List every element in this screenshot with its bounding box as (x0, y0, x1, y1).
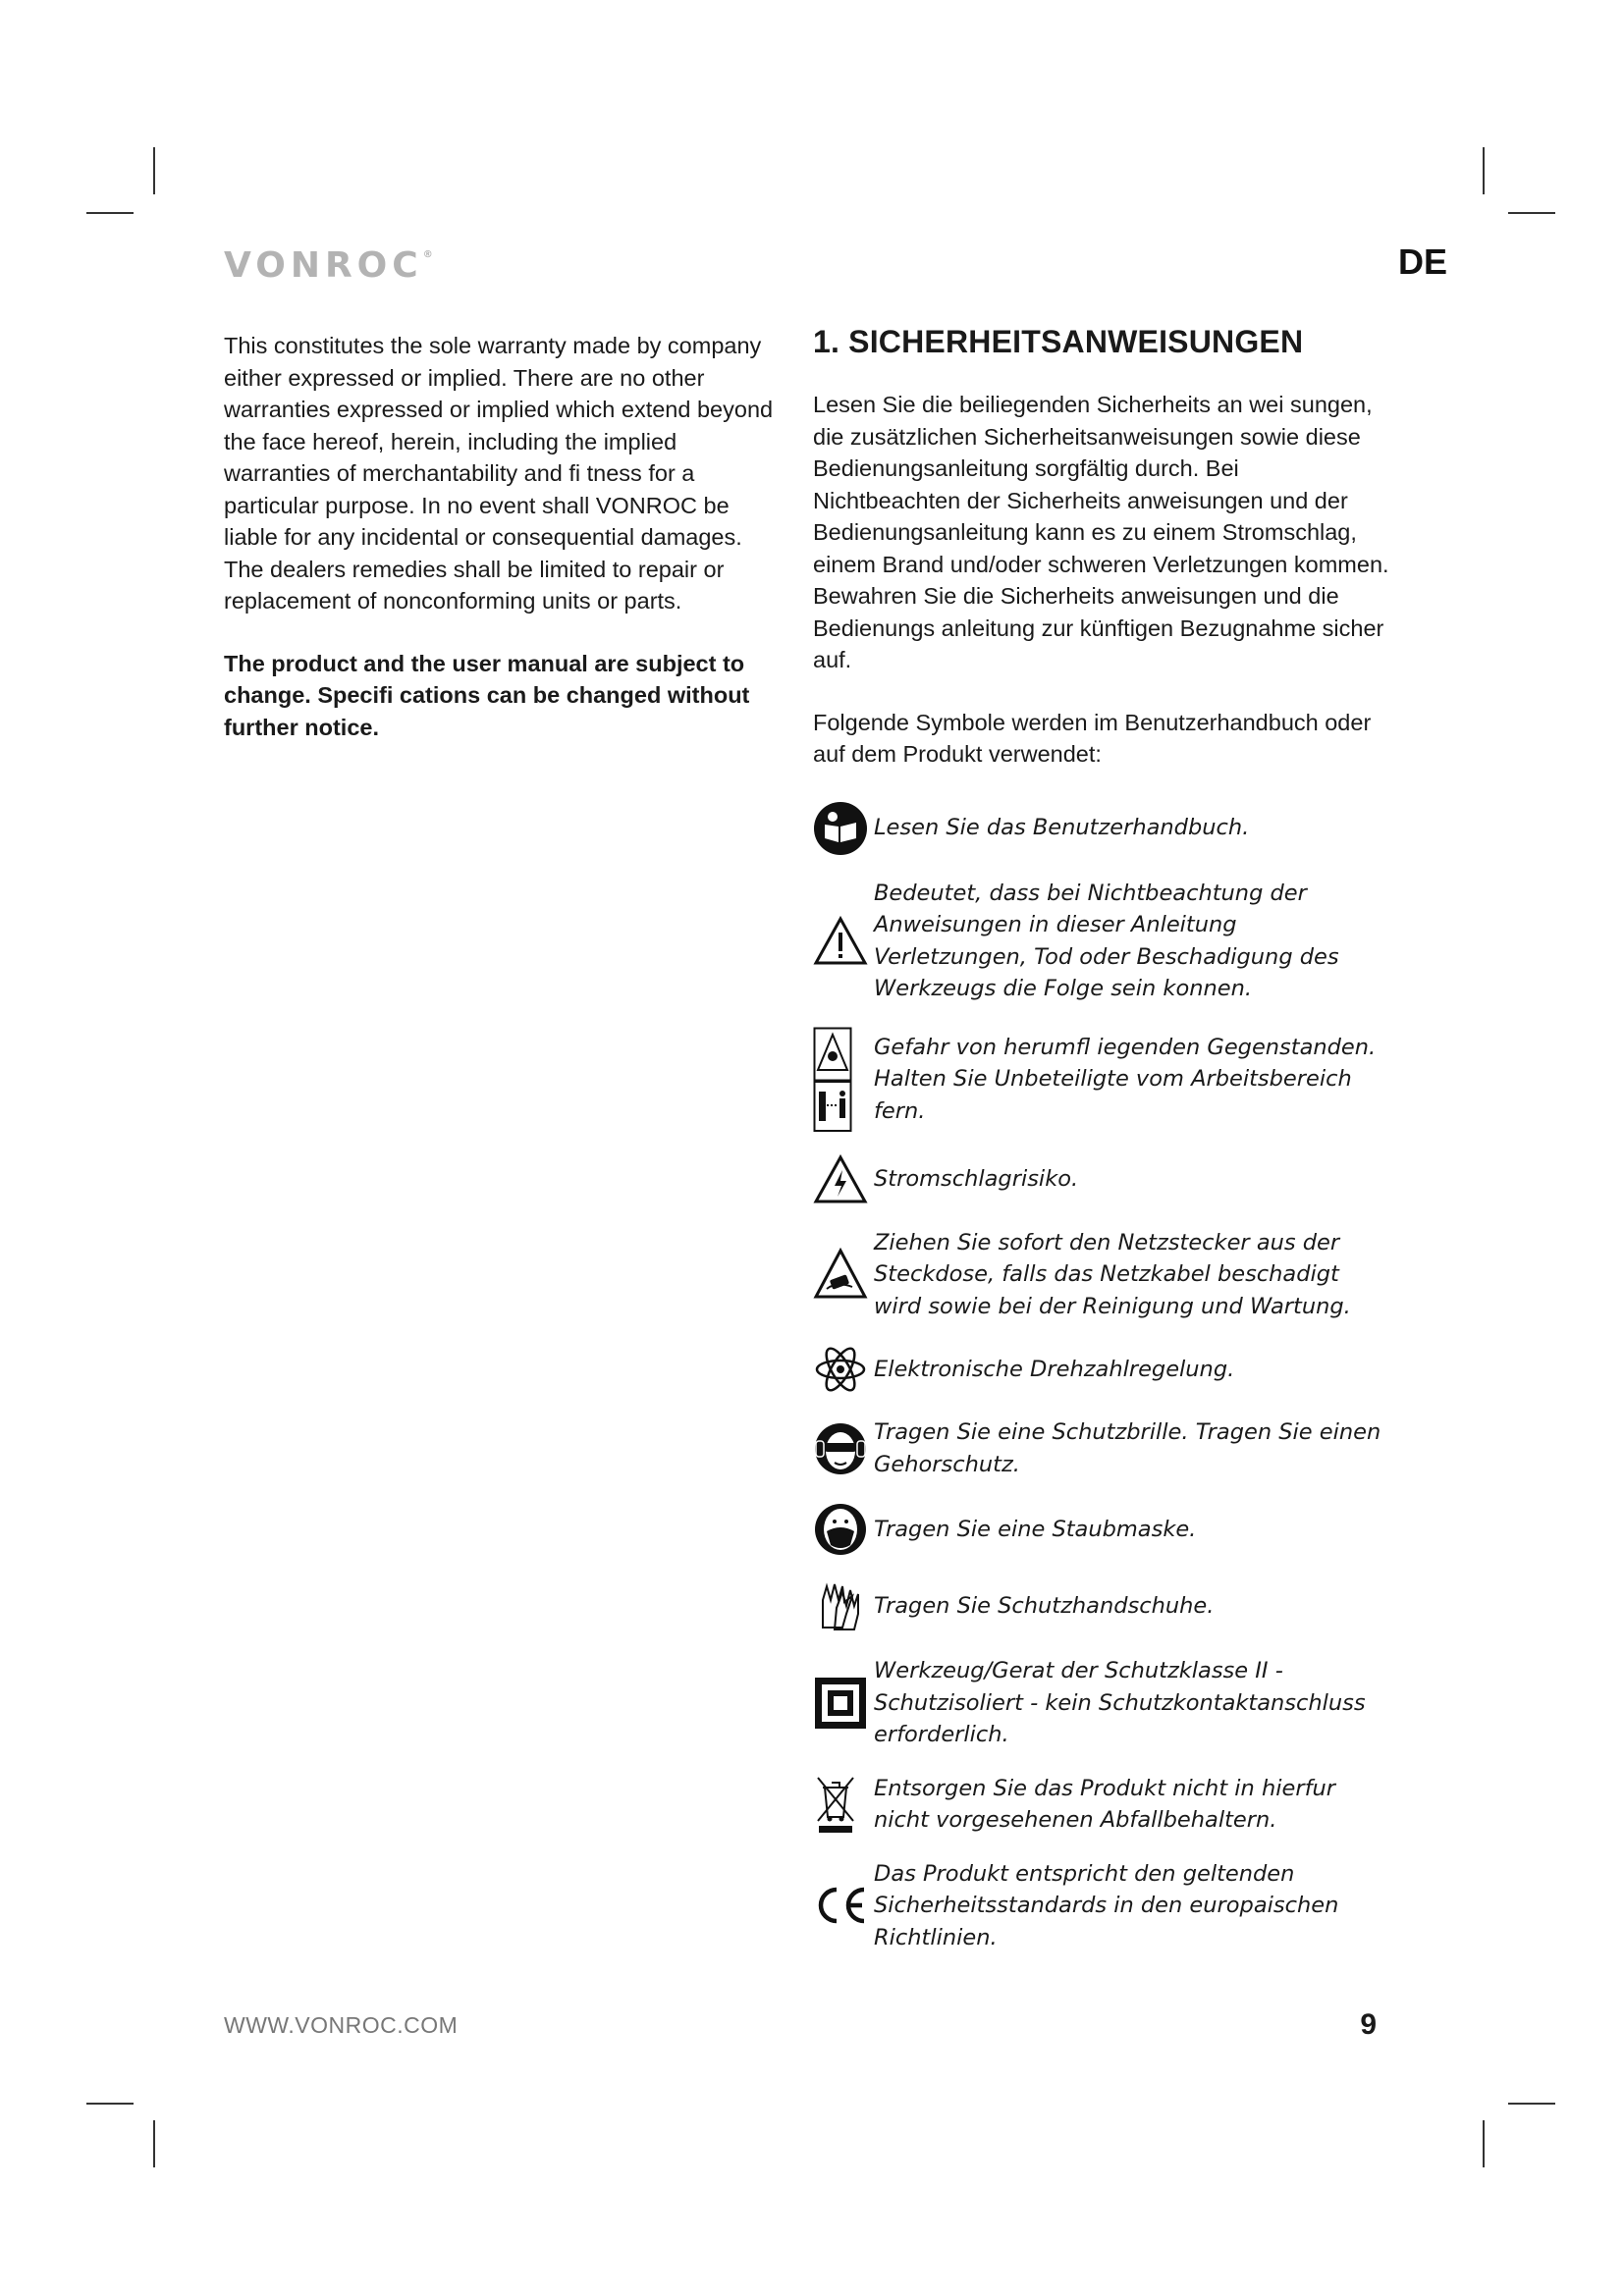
crop-mark (1508, 2103, 1555, 2105)
symbol-item (813, 878, 1392, 1005)
crop-mark (1483, 147, 1485, 194)
symbol-list (813, 801, 1392, 1954)
electric-shock-icon (813, 1154, 874, 1205)
flying-objects-icon (813, 1027, 874, 1133)
symbol-text: Werkzeug/Gerat der Schutzklasse II - Schutzisoliert - kein Schutzkontaktanschluss erforderlich. (874, 1658, 1366, 1747)
symbol-text: Lesen Sie das Benutzerhandbuch. (874, 815, 1250, 841)
symbol-item (813, 1416, 1392, 1480)
symbol-text: Bedeutet, dass bei Nichtbeachtung der Anweisungen in dieser Anleitung Verletzungen, Tod oder Beschadigung des Werkzeugs die Folge sein konnen. (874, 880, 1339, 1001)
left-column (224, 330, 784, 774)
page-number: 9 (1360, 2008, 1377, 2041)
weee-bin-icon (813, 1774, 874, 1835)
website-url: WWW.VONROC.COM (224, 2012, 459, 2038)
symbol-item (813, 1773, 1392, 1837)
warning-icon (813, 916, 874, 967)
symbol-text: Tragen Sie Schutzhandschuhe. (874, 1592, 1215, 1619)
symbol-text: Gefahr von herumfl iegenden Gegenstanden. Halten Sie Unbeteiligte vom Arbeitsbereich fern. (874, 1034, 1377, 1124)
crop-mark (1483, 2120, 1485, 2167)
symbol-item (813, 1578, 1392, 1633)
symbol-item (813, 1858, 1392, 1954)
unplug-icon (813, 1248, 874, 1301)
symbols-intro: Folgende Symbole werden im Benutzerhandbuch oder auf dem Produkt verwendet: (813, 709, 1372, 767)
symbol-text: Tragen Sie eine Staubmaske. (874, 1516, 1197, 1542)
change-notice: The product and the user manual are subject to change. Specifi cations can be changed without further notice. (224, 650, 750, 740)
crop-mark (86, 2103, 134, 2105)
read-manual-icon (813, 801, 874, 856)
warranty-paragraph: This constitutes the sole warranty made by company either expressed or implied. There are no other warranties expressed or implied which extend beyond the face hereof, herein, including the implied warranties of merchantability and fi tness for a particular purpose. In no event shall VONROC be liable for any incidental or consequential damages. The dealers remedies shall be limited to repair or replacement of nonconforming units or parts. (224, 333, 774, 614)
section-heading: 1. SICHERHEITSANWEISUNGEN (813, 324, 1304, 359)
symbol-item (813, 1344, 1392, 1395)
symbol-item (813, 1655, 1392, 1751)
symbol-item (813, 1154, 1392, 1205)
brand-logo: VONROC® (224, 245, 433, 286)
intro-paragraph: Lesen Sie die beiliegenden Sicherheits an wei sungen, die zusätzlichen Sicherheitsanweisungen sowie diese Bedienungsanleitung sorgfältig durch. Bei Nichtbeachten der Sicherheits anweisungen und der Bedienungsanleitung kann es zu einem Stromschlag, einem Brand und/oder schweren Verletzungen kommen. Bewahren Sie die Sicherheits anweisungen und die Bedienungs anleitung zur künftigen Bezugnahme sicher auf. (813, 392, 1389, 672)
symbol-item (813, 1502, 1392, 1557)
symbol-item (813, 1227, 1392, 1323)
right-column (813, 320, 1392, 1975)
gloves-icon (813, 1578, 874, 1633)
class-ii-icon (813, 1676, 874, 1731)
symbol-text: Elektronische Drehzahlregelung. (874, 1356, 1235, 1382)
crop-mark (153, 2120, 155, 2167)
crop-mark (86, 212, 134, 214)
crop-mark (153, 147, 155, 194)
crop-mark (1508, 212, 1555, 214)
symbol-text: Entsorgen Sie das Produkt nicht in hierfur nicht vorgesehenen Abfallbehaltern. (874, 1775, 1335, 1833)
symbol-text: Das Produkt entspricht den geltenden Sicherheitsstandards in den europaischen Richtlinien. (874, 1860, 1339, 1950)
symbol-item (813, 1027, 1392, 1133)
symbol-item (813, 801, 1392, 856)
language-code: DE (1397, 241, 1447, 282)
ce-mark-icon (813, 1884, 874, 1927)
speed-control-icon (813, 1344, 874, 1395)
symbol-text: Stromschlagrisiko. (874, 1166, 1079, 1193)
dust-mask-icon (813, 1502, 874, 1557)
symbol-text: Ziehen Sie sofort den Netzstecker aus der Steckdose, falls das Netzkabel beschadigt wird sowie bei der Reinigung und Wartung. (874, 1229, 1351, 1319)
symbol-text: Tragen Sie eine Schutzbrille. Tragen Sie einen Gehorschutz. (874, 1419, 1381, 1477)
goggles-earmuffs-icon (813, 1421, 874, 1476)
